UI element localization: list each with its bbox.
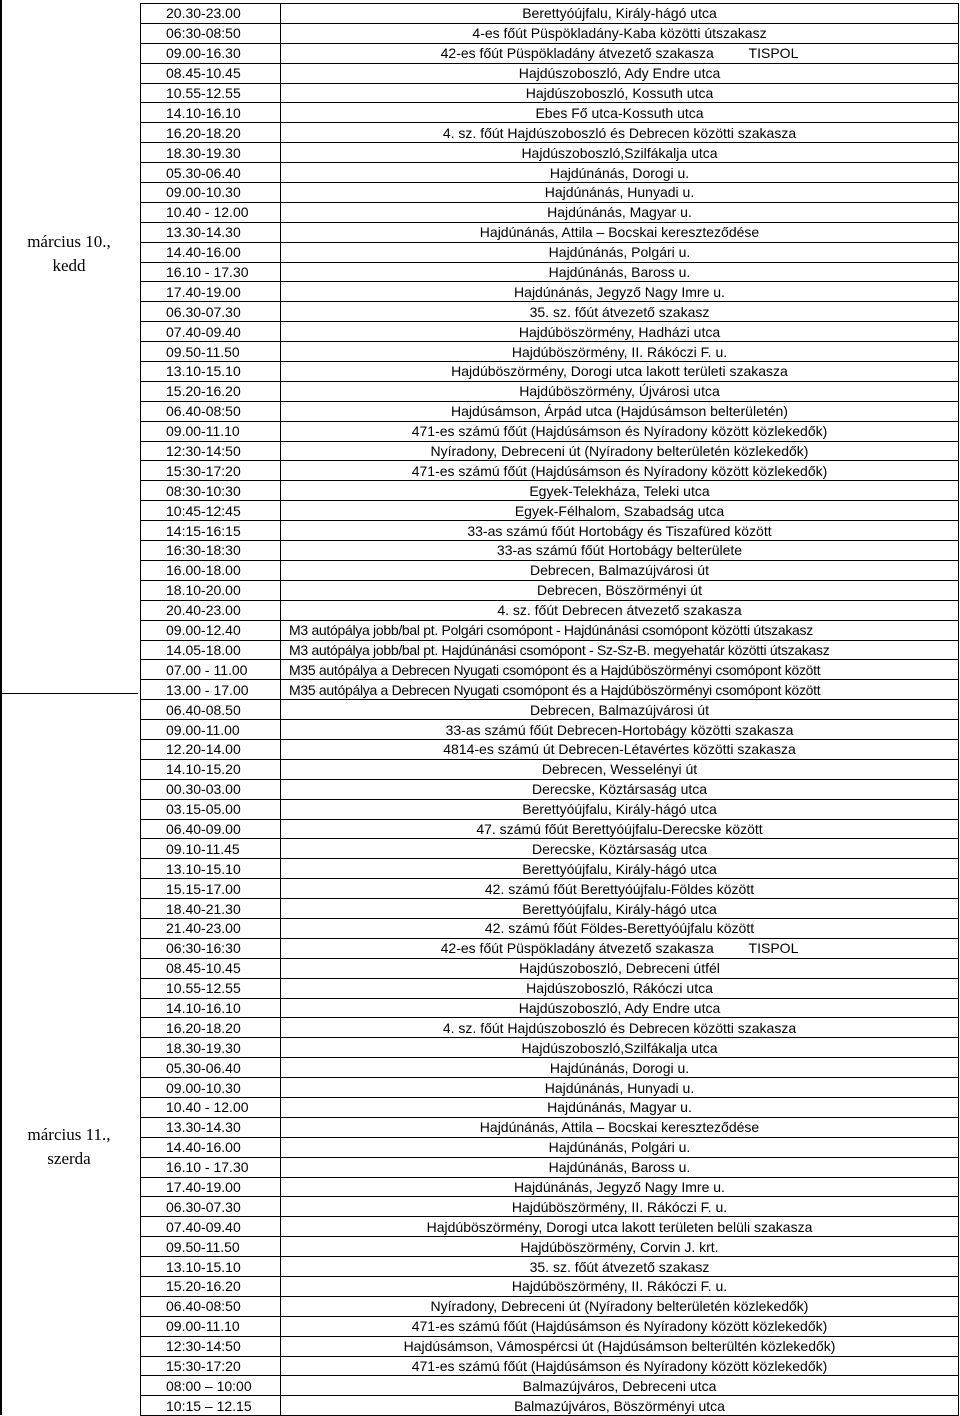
location-cell: Egyek-Félhalom, Szabadság utca — [281, 501, 959, 521]
table-row — [141, 501, 959, 521]
table-row — [141, 1356, 959, 1376]
time-cell: 10.55-12.55 — [141, 978, 281, 998]
location-cell: 35. sz. főút átvezető szakasz — [281, 302, 959, 322]
time-cell: 17.40-19.00 — [141, 282, 281, 302]
location-cell: Debrecen, Balmazújvárosi út — [281, 700, 959, 720]
location-cell: Nyíradony, Debreceni út (Nyíradony belterületén közlekedők) — [281, 1296, 959, 1316]
table-row — [141, 1257, 959, 1277]
table-row — [141, 1197, 959, 1217]
time-cell: 10:45-12:45 — [141, 501, 281, 521]
time-cell: 10.55-12.55 — [141, 83, 281, 103]
time-cell: 20.40-23.00 — [141, 600, 281, 620]
table-row — [141, 1038, 959, 1058]
table-row — [141, 1137, 959, 1157]
time-cell: 14:15-16:15 — [141, 521, 281, 541]
location-cell: 4-es főút Püspökladány-Kaba közötti útszakasz — [281, 23, 959, 43]
location-cell: Hajdúböszörmény, Hadházi utca — [281, 322, 959, 342]
location-cell: 33-as számú főút Debrecen-Hortobágy közötti szakasza — [281, 720, 959, 740]
time-cell: 12:30-14:50 — [141, 1336, 281, 1356]
table-row — [141, 739, 959, 759]
day-label-march-10 — [0, 230, 138, 278]
time-cell: 06.40-08:50 — [141, 1296, 281, 1316]
time-cell: 17.40-19.00 — [141, 1177, 281, 1197]
time-cell: 09.00-10.30 — [141, 183, 281, 203]
table-row — [141, 1157, 959, 1177]
time-cell: 16.10 - 17.30 — [141, 1157, 281, 1177]
time-cell: 16.20-18.20 — [141, 1018, 281, 1038]
time-cell: 09.00-11.10 — [141, 421, 281, 441]
time-cell: 08:00 – 10:00 — [141, 1376, 281, 1396]
location-cell: M35 autópálya a Debrecen Nyugati csomópont és a Hajdúböszörményi csomópont között — [281, 660, 959, 680]
table-row — [141, 1336, 959, 1356]
time-cell: 09.00-11.00 — [141, 720, 281, 740]
table-row — [141, 998, 959, 1018]
location-cell: 4814-es számú út Debrecen-Létavértes közötti szakasza — [281, 739, 959, 759]
time-cell: 09.00-16.30 — [141, 43, 281, 63]
table-row — [141, 700, 959, 720]
location-cell: Hajdúnánás, Dorogi u. — [281, 1058, 959, 1078]
location-cell: 42-es főút Püspökladány átvezető szakasza TISPOL — [281, 43, 959, 63]
location-cell: Hajdúnánás, Hunyadi u. — [281, 1078, 959, 1098]
table-row — [141, 282, 959, 302]
time-cell: 15:30-17:20 — [141, 1356, 281, 1376]
table-row — [141, 759, 959, 779]
location-cell: Hajdúnánás, Magyar u. — [281, 1097, 959, 1117]
time-cell: 10.40 - 12.00 — [141, 202, 281, 222]
location-cell: 471-es számú főút (Hajdúsámson és Nyíradony között közlekedők) — [281, 461, 959, 481]
time-cell: 13.10-15.10 — [141, 362, 281, 382]
table-row — [141, 978, 959, 998]
location-cell: Hajdúszoboszló, Ady Endre utca — [281, 998, 959, 1018]
table-row — [141, 779, 959, 799]
table-row — [141, 839, 959, 859]
table-row — [141, 421, 959, 441]
schedule-table-body — [141, 4, 959, 1416]
location-cell: 42. számú főút Berettyóújfalu-Földes között — [281, 879, 959, 899]
location-cell: Derecske, Köztársaság utca — [281, 839, 959, 859]
time-cell: 08.45-10.45 — [141, 958, 281, 978]
table-row — [141, 1177, 959, 1197]
time-cell: 05.30-06.40 — [141, 1058, 281, 1078]
time-cell: 14.10-16.10 — [141, 103, 281, 123]
location-cell: Hajdúnánás, Polgári u. — [281, 242, 959, 262]
time-cell: 13.10-15.10 — [141, 1257, 281, 1277]
time-cell: 15.20-16.20 — [141, 381, 281, 401]
location-cell: M3 autópálya jobb/bal pt. Hajdúnánási csomópont - Sz-Sz-B. megyehatár közötti útszakasz — [281, 640, 959, 660]
time-cell: 14.40-16.00 — [141, 242, 281, 262]
time-cell: 18.30-19.30 — [141, 143, 281, 163]
location-cell: Hajdúnánás, Magyar u. — [281, 202, 959, 222]
location-cell: Hajdúszoboszló, Rákóczi utca — [281, 978, 959, 998]
time-cell: 12:30-14:50 — [141, 441, 281, 461]
location-cell: Berettyóújfalu, Király-hágó utca — [281, 4, 959, 24]
table-row — [141, 342, 959, 362]
location-cell: Debrecen, Balmazújvárosi út — [281, 560, 959, 580]
table-row — [141, 1396, 959, 1416]
location-cell: Hajdúszoboszló, Debreceni útfél — [281, 958, 959, 978]
time-cell: 13.30-14.30 — [141, 1117, 281, 1137]
location-cell: 42-es főút Püspökladány átvezető szakasza TISPOL — [281, 938, 959, 958]
time-cell: 15.20-16.20 — [141, 1277, 281, 1297]
table-row — [141, 1217, 959, 1237]
time-cell: 12.20-14.00 — [141, 739, 281, 759]
location-cell: Hajdúszoboszló,Szilfákalja utca — [281, 143, 959, 163]
time-cell: 09.50-11.50 — [141, 1237, 281, 1257]
location-cell: Hajdúsámson, Vámospércsi út (Hajdúsámson belterültén közlekedők) — [281, 1336, 959, 1356]
time-cell: 21.40-23.00 — [141, 918, 281, 938]
table-row — [141, 1097, 959, 1117]
time-cell: 14.10-15.20 — [141, 759, 281, 779]
location-cell: Hajdúböszörmény, II. Rákóczi F. u. — [281, 342, 959, 362]
location-cell: 42. számú főút Földes-Berettyóújfalu között — [281, 918, 959, 938]
table-row — [141, 620, 959, 640]
table-row — [141, 859, 959, 879]
location-cell: Ebes Fő utca-Kossuth utca — [281, 103, 959, 123]
table-row — [141, 938, 959, 958]
location-cell: Nyíradony, Debreceni út (Nyíradony belterületén közlekedők) — [281, 441, 959, 461]
location-cell: Berettyóújfalu, Király-hágó utca — [281, 799, 959, 819]
time-cell: 09.10-11.45 — [141, 839, 281, 859]
time-cell: 06.40-09.00 — [141, 819, 281, 839]
location-cell: 35. sz. főút átvezető szakasz — [281, 1257, 959, 1277]
table-row — [141, 521, 959, 541]
location-cell: 33-as számú főút Hortobágy és Tiszafüred között — [281, 521, 959, 541]
table-row — [141, 123, 959, 143]
time-cell: 16.00-18.00 — [141, 560, 281, 580]
time-cell: 18.10-20.00 — [141, 580, 281, 600]
table-row — [141, 381, 959, 401]
day-label-weekday: kedd — [52, 256, 86, 275]
table-row — [141, 103, 959, 123]
table-row — [141, 1058, 959, 1078]
location-cell: Debrecen, Wesselényi út — [281, 759, 959, 779]
time-cell: 16.20-18.20 — [141, 123, 281, 143]
location-cell: 47. számú főút Berettyóújfalu-Derecske között — [281, 819, 959, 839]
location-cell: M35 autópálya a Debrecen Nyugati csomópont és a Hajdúböszörményi csomópont között — [281, 680, 959, 700]
table-row — [141, 720, 959, 740]
time-cell: 06.30-07.30 — [141, 302, 281, 322]
table-row — [141, 1117, 959, 1137]
location-cell: Hajdúböszörmény, II. Rákóczi F. u. — [281, 1277, 959, 1297]
time-cell: 06.30-07.30 — [141, 1197, 281, 1217]
table-row — [141, 222, 959, 242]
time-cell: 09.00-11.10 — [141, 1316, 281, 1336]
table-row — [141, 560, 959, 580]
time-cell: 08.45-10.45 — [141, 63, 281, 83]
location-cell: Hajdúnánás, Hunyadi u. — [281, 183, 959, 203]
location-cell: 4. sz. főút Debrecen átvezető szakasza — [281, 600, 959, 620]
location-cell: 33-as számú főút Hortobágy belterülete — [281, 541, 959, 561]
table-row — [141, 262, 959, 282]
location-cell: Hajdúböszörmény, Dorogi utca lakott területi szakasza — [281, 362, 959, 382]
location-cell: 471-es számú főút (Hajdúsámson és Nyíradony között közlekedők) — [281, 1316, 959, 1336]
location-cell: Hajdúszoboszló, Ady Endre utca — [281, 63, 959, 83]
table-row — [141, 1018, 959, 1038]
table-row — [141, 481, 959, 501]
time-cell: 14.40-16.00 — [141, 1137, 281, 1157]
table-row — [141, 23, 959, 43]
time-cell: 06:30-08:50 — [141, 23, 281, 43]
location-cell: Hajdúböszörmény, Corvin J. krt. — [281, 1237, 959, 1257]
time-cell: 00.30-03.00 — [141, 779, 281, 799]
time-cell: 16:30-18:30 — [141, 541, 281, 561]
time-cell: 07.40-09.40 — [141, 322, 281, 342]
table-row — [141, 461, 959, 481]
location-cell: Egyek-Telekháza, Teleki utca — [281, 481, 959, 501]
location-cell: Hajdúnánás, Attila – Bocskai kereszteződése — [281, 1117, 959, 1137]
table-row — [141, 660, 959, 680]
location-cell: Hajdúböszörmény, Dorogi utca lakott területen belüli szakasza — [281, 1217, 959, 1237]
time-cell: 13.10-15.10 — [141, 859, 281, 879]
location-cell: Hajdúnánás, Baross u. — [281, 1157, 959, 1177]
table-row — [141, 362, 959, 382]
section-day-2 — [0, 694, 138, 1415]
table-row — [141, 143, 959, 163]
location-cell: Hajdúnánás, Dorogi u. — [281, 163, 959, 183]
table-row — [141, 4, 959, 24]
table-row — [141, 819, 959, 839]
table-row — [141, 918, 959, 938]
table-row — [141, 302, 959, 322]
table-row — [141, 1078, 959, 1098]
time-cell: 14.05-18.00 — [141, 640, 281, 660]
location-cell: Balmazújváros, Böszörményi utca — [281, 1396, 959, 1416]
day-label-march-11 — [0, 1123, 138, 1171]
table-row — [141, 163, 959, 183]
time-cell: 14.10-16.10 — [141, 998, 281, 1018]
day-label-date: március 10., — [27, 232, 111, 251]
table-row — [141, 1237, 959, 1257]
schedule-table — [140, 3, 959, 1416]
day-label-date: március 11., — [27, 1125, 111, 1144]
section-day-1 — [0, 0, 138, 694]
time-cell: 18.30-19.30 — [141, 1038, 281, 1058]
table-row — [141, 541, 959, 561]
time-cell: 07.40-09.40 — [141, 1217, 281, 1237]
time-cell: 09.00-12.40 — [141, 620, 281, 640]
table-row — [141, 899, 959, 919]
location-cell: Hajdúsámson, Árpád utca (Hajdúsámson belterületén) — [281, 401, 959, 421]
table-row — [141, 1316, 959, 1336]
table-row — [141, 242, 959, 262]
time-cell: 06.40-08.50 — [141, 700, 281, 720]
location-cell: 471-es számú főút (Hajdúsámson és Nyíradony között közlekedők) — [281, 1356, 959, 1376]
time-cell: 15:30-17:20 — [141, 461, 281, 481]
location-cell: Hajdúszoboszló,Szilfákalja utca — [281, 1038, 959, 1058]
table-row — [141, 1376, 959, 1396]
table-row — [141, 83, 959, 103]
location-cell: Berettyóújfalu, Király-hágó utca — [281, 859, 959, 879]
location-cell: Balmazújváros, Debreceni utca — [281, 1376, 959, 1396]
table-row — [141, 580, 959, 600]
table-row — [141, 1277, 959, 1297]
table-row — [141, 879, 959, 899]
location-cell: Debrecen, Böszörményi út — [281, 580, 959, 600]
table-row — [141, 799, 959, 819]
location-cell: M3 autópálya jobb/bal pt. Polgári csomópont - Hajdúnánási csomópont közötti útszakasz — [281, 620, 959, 640]
location-cell: 4. sz. főút Hajdúszoboszló és Debrecen közötti szakasza — [281, 1018, 959, 1038]
table-row — [141, 640, 959, 660]
table-row — [141, 600, 959, 620]
location-cell: Hajdúszoboszló, Kossuth utca — [281, 83, 959, 103]
table-row — [141, 680, 959, 700]
table-row — [141, 401, 959, 421]
location-cell: Hajdúnánás, Jegyző Nagy Imre u. — [281, 282, 959, 302]
table-row — [141, 202, 959, 222]
location-cell: Hajdúböszörmény, II. Rákóczi F. u. — [281, 1197, 959, 1217]
location-cell: Hajdúböszörmény, Újvárosi utca — [281, 381, 959, 401]
location-cell: Hajdúnánás, Baross u. — [281, 262, 959, 282]
time-cell: 18.40-21.30 — [141, 899, 281, 919]
location-cell: Hajdúnánás, Attila – Bocskai kereszteződése — [281, 222, 959, 242]
location-cell: 4. sz. főút Hajdúszoboszló és Debrecen közötti szakasza — [281, 123, 959, 143]
time-cell: 09.50-11.50 — [141, 342, 281, 362]
time-cell: 07.00 - 11.00 — [141, 660, 281, 680]
table-row — [141, 958, 959, 978]
location-cell: Derecske, Köztársaság utca — [281, 779, 959, 799]
table-row — [141, 63, 959, 83]
time-cell: 10:15 – 12.15 — [141, 1396, 281, 1416]
location-cell: Hajdúnánás, Jegyző Nagy Imre u. — [281, 1177, 959, 1197]
time-cell: 13.00 - 17.00 — [141, 680, 281, 700]
time-cell: 05.30-06.40 — [141, 163, 281, 183]
location-cell: 471-es számú főút (Hajdúsámson és Nyíradony között közlekedők) — [281, 421, 959, 441]
location-cell: Berettyóújfalu, Király-hágó utca — [281, 899, 959, 919]
table-row — [141, 322, 959, 342]
time-cell: 03.15-05.00 — [141, 799, 281, 819]
time-cell: 20.30-23.00 — [141, 4, 281, 24]
time-cell: 15.15-17.00 — [141, 879, 281, 899]
table-row — [141, 43, 959, 63]
time-cell: 10.40 - 12.00 — [141, 1097, 281, 1117]
location-cell: Hajdúnánás, Polgári u. — [281, 1137, 959, 1157]
time-cell: 06:30-16:30 — [141, 938, 281, 958]
time-cell: 06.40-08:50 — [141, 401, 281, 421]
table-row — [141, 1296, 959, 1316]
time-cell: 09.00-10.30 — [141, 1078, 281, 1098]
day-label-weekday: szerda — [47, 1149, 91, 1168]
time-cell: 16.10 - 17.30 — [141, 262, 281, 282]
table-row — [141, 441, 959, 461]
table-row — [141, 183, 959, 203]
time-cell: 13.30-14.30 — [141, 222, 281, 242]
time-cell: 08:30-10:30 — [141, 481, 281, 501]
